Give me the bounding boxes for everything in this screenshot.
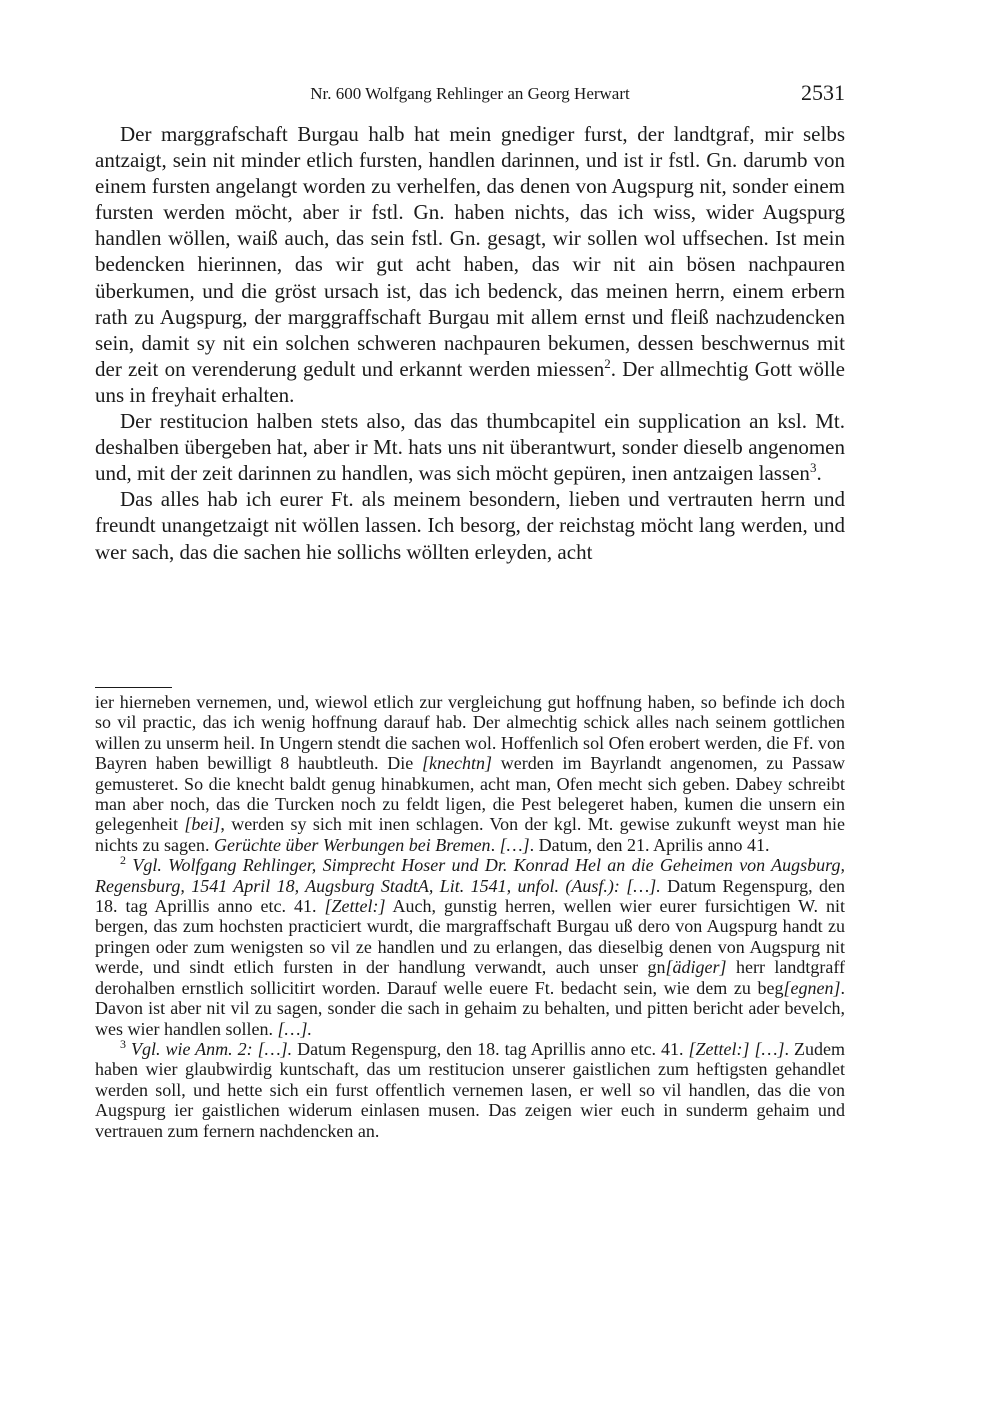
- paragraph: Das alles hab ich eurer Ft. als meinem besondern, lieben und vertrauten herrn und freundt unangetzaigt nit wöllen lassen. Ich besorg, der reichstag möcht lang werden, und wer sach, das die sachen hie sollichs wöllten erleyden, acht: [95, 487, 845, 564]
- footnote-continuation: [95, 692, 845, 855]
- paragraph-text: . Der allmechtig Gott wölle uns in freyhait erhalten.: [95, 356, 845, 407]
- footnote-text: . Zudem haben wier glaubwirdig kuntschaft, das um restitucion unserer gaistlichen zum heftigsten gehandlet werden soll, und hette sich ein furst offentlich vernemen lasen, er well so vil handlen, das die von Augspurg ier gaistlichen widerum einlasen musen. Das zeigen wier euch in sunderm gehaim und vertrauen zum fernern nachdencken an.: [95, 1038, 845, 1141]
- running-title: Nr. 600 Wolfgang Rehlinger an Georg Herwart: [310, 84, 630, 103]
- footnote-text: , werden sy sich mit inen schlagen. Von der kgl. Mt. gewise zukunft weyst man hie nichts zu sagen.: [95, 814, 845, 855]
- footnote-text: Datum Regenspurg, den 18. tag Aprillis anno etc. 41.: [95, 875, 846, 917]
- footnote-reference: 3: [809, 460, 817, 476]
- omission-mark: […].: [277, 1018, 312, 1039]
- footnote-number: 2: [120, 853, 126, 868]
- footnote-source: Vgl. wie Anm. 2: […].: [130, 1038, 293, 1059]
- footnote-number: 3: [120, 1036, 126, 1051]
- editorial-insertion: [Zettel:] […]: [688, 1038, 785, 1059]
- omission-mark: […]: [499, 834, 530, 855]
- footnote-text: . Davon ist aber nit vil zu sagen, sonder die sach in gehaim zu behalten, und pitten bericht ader bevelch, wes wier handlen sollen.: [95, 977, 845, 1039]
- footnote-source: Vgl. Wolfgang Rehlinger, Simprecht Hoser und Dr. Konrad Hel an die Geheimen von Augsburg, Regensburg, 1541 April 18, Augsburg StadtA, Lit. 1541, unfol. (Ausf.): […].: [95, 855, 846, 896]
- editorial-insertion: [Zettel:]: [324, 896, 386, 917]
- footnote-text: . Datum, den 21. Aprilis anno 41.: [529, 834, 770, 855]
- footnote-separator: [95, 687, 172, 688]
- main-text: [95, 121, 845, 565]
- editorial-insertion: [knechtn]: [422, 753, 492, 774]
- footnote-2: [95, 855, 845, 1039]
- footnote-reference: 2: [604, 355, 611, 371]
- paragraph: [95, 408, 845, 486]
- paragraph-text: Der restitucion halben stets also, das das thumbcapitel ein supplication an ksl. Mt. deshalben übergeben hat, aber ir Mt. hats uns nit überantwurt, sonder dieselb angenomen und, mit der zeit darinnen zu handlen, was sich möcht gepüren, inen antzaigen lassen: [95, 409, 845, 486]
- footnote-text: .: [490, 834, 500, 855]
- editorial-insertion: [ädiger]: [665, 957, 727, 978]
- footnote-text: ier hierneben vernemen, und, wiewol etlich zur vergleichung gut hoffnung haben, so befinde ich doch so vil practic, das ich wenig hoffnung darauf hab. Der almechtig schick alles nach seinem gottlichen willen zu unserm heil. In Ungern stendt die sachen wol. Hoffenlich sol Ofen erobert werden, die Ff. von Bayren haben bewilligt 8 haubtleuth. Die: [95, 692, 845, 774]
- running-head: [95, 80, 845, 110]
- paragraph-text: .: [816, 461, 822, 486]
- footnote-text: Auch, gunstig herren, wellen wier eurer fursichtigen W. nit bergen, das zum hochsten practiciert wurdt, die margraffschaft Burgau uß dero von Augspurg handt zu pringen oder zum wenigsten so vil ze handlen und zu erlangen, das dieselbig denen von Augspurg nit werde, und sindt etlich fursten in der handlung verwandt, auch unser gn: [95, 896, 846, 978]
- editorial-insertion: [bei]: [184, 814, 221, 835]
- paragraph-text: Der marggrafschaft Burgau halb hat mein gnediger furst, der landtgraf, mir selbs antzaigt, sein nit minder etlich fursten, handlen darinnen, und ist ir fstl. Gn. darumb von einem fursten angelangt worden zu verhelfen, das denen von Augspurg nit, sonder einem fursten werden möcht, aber ir fstl. Gn. haben nichts, das ich wiss, wider Augspurg handlen wöllen, waiß auch, das sein fstl. Gn. gesagt, wir sollen wol uffsechen. Ist mein bedencken hierinnen, das wir gut acht haben, das wir nit ain bösen nachpauren überkumen, und die gröst ursach ist, das ich bedenck, das meinen herrn, einem erbern rath zu Augspurg, der marggraffschaft Burgau mit allem ernst und fleiß nachzudencken sein, damit sy nit ein solchen schweren nachpauren bekumen, dessen beschwernus mit der zeit on verenderung gedult und erkannt werden miessen: [95, 122, 845, 381]
- editorial-summary: Gerüchte über Werbungen bei Bremen: [213, 834, 491, 855]
- footnote-text: herr landtgraff derohalben ernstlich sollicitirt worden. Darauf welle euere Ft. bedacht sein, wie dem zu beg: [95, 957, 845, 998]
- footnotes: [95, 692, 845, 1141]
- page-number: 2531: [801, 80, 845, 105]
- footnote-3: [95, 1036, 845, 1141]
- editorial-insertion: [egnen]: [783, 977, 841, 998]
- paragraph: [95, 121, 845, 408]
- footnote-text: Datum Regenspurg, den 18. tag Aprillis anno etc. 41.: [292, 1038, 689, 1059]
- footnote-text: werden im Bayrlandt angenomen, zu Passaw gemusteret. So die knecht baldt genug hinabkumen, acht man, Ofen mecht sich geben. Dabey schreibt man aber noch, das die Turcken noch zu feldt ligen, die Pest belegeret haben, kumen die unsern ein gelegenheit: [95, 753, 845, 835]
